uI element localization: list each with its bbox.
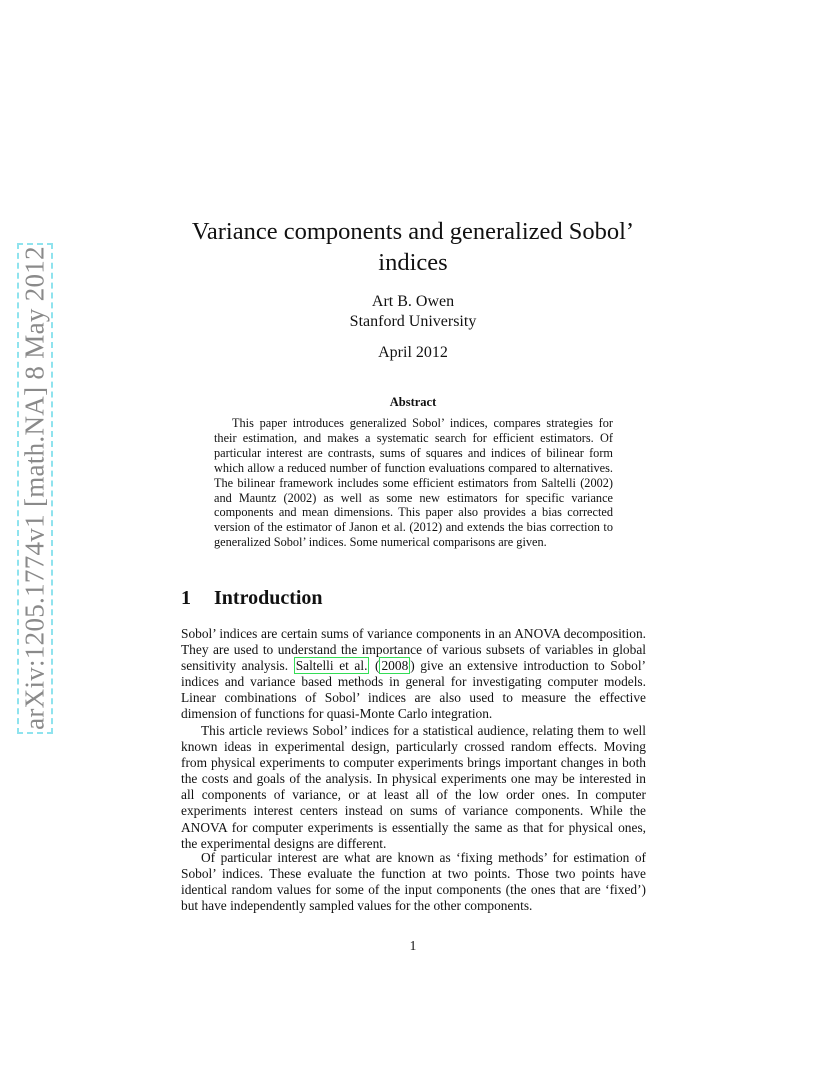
arxiv-identifier-stamp[interactable]: arXiv:1205.1774v1 [math.NA] 8 May 2012 bbox=[19, 246, 50, 730]
section-heading bbox=[181, 587, 323, 610]
section-title: Introduction bbox=[214, 587, 323, 609]
abstract-text: This paper introduces generalized Sobol’ indices, compares strategies for their estimation, and makes a systematic search for efficient estimators. Of particular interest are contrasts, sums of squares and indices of bilinear form which allow a reduced number of function evaluations compared to alternatives. The bilinear framework includes some efficient estimators from Saltelli (2002) and Mauntz (2002) as well as some new estimators for specific variance components and mean dimensions. This paper also provides a bias corrected version of the estimator of Janon et al. (2012) and extends the bias correction to generalized Sobol’ indices. Some numerical comparisons are given. bbox=[214, 416, 613, 550]
paper-date: April 2012 bbox=[378, 344, 448, 361]
paragraph-1-text-end: ) give an extensive introduction to Sobol’ indices and variance based methods in general for investigating computer models. Linear combinations of Sobol’ indices are also used to measure the effective dimension of functions for quasi-Monte Carlo integration. bbox=[181, 658, 646, 722]
abstract-heading: Abstract bbox=[389, 395, 437, 409]
paper-title: Variance components and generalized Sobol’ indices bbox=[191, 218, 635, 276]
citation-paren: ( bbox=[369, 658, 380, 674]
paragraph-2: This article reviews Sobol’ indices for a statistical audience, relating them to well known ideas in experimental design, particularly crossed random effects. Moving from physical experiments to computer experiments brings important changes in both the costs and goals of the analysis. In physical experiments one may be interested in all components of variance, or at least all of the low order ones. In computer experiments interest centers instead on sums of variance components. While the ANOVA for computer experiments is essentially the same as that for physical ones, the experimental designs are different. bbox=[181, 723, 646, 851]
section-number: 1 bbox=[181, 587, 191, 609]
paragraph-3: Of particular interest are what are known as ‘fixing methods’ for estimation of Sobol’ indices. These evaluate the function at two points. Those two points have identical random values for some of the input components (the ones that are ‘fixed’) but have independently sampled values for the other components. bbox=[181, 850, 646, 914]
author-name: Art B. Owen bbox=[371, 293, 455, 310]
citation-link-author[interactable]: Saltelli et al. bbox=[295, 658, 368, 674]
page-number: 1 bbox=[409, 938, 417, 953]
citation-link-year[interactable]: 2008 bbox=[381, 658, 409, 674]
author-affiliation: Stanford University bbox=[349, 313, 477, 330]
paragraph-1 bbox=[181, 626, 646, 723]
paragraph-1-text-start: Sobol’ indices are certain sums of variance components in an ANOVA decomposition. They are used to understand the importance of various subsets of variables in global sensitivity analysis. bbox=[181, 626, 646, 674]
